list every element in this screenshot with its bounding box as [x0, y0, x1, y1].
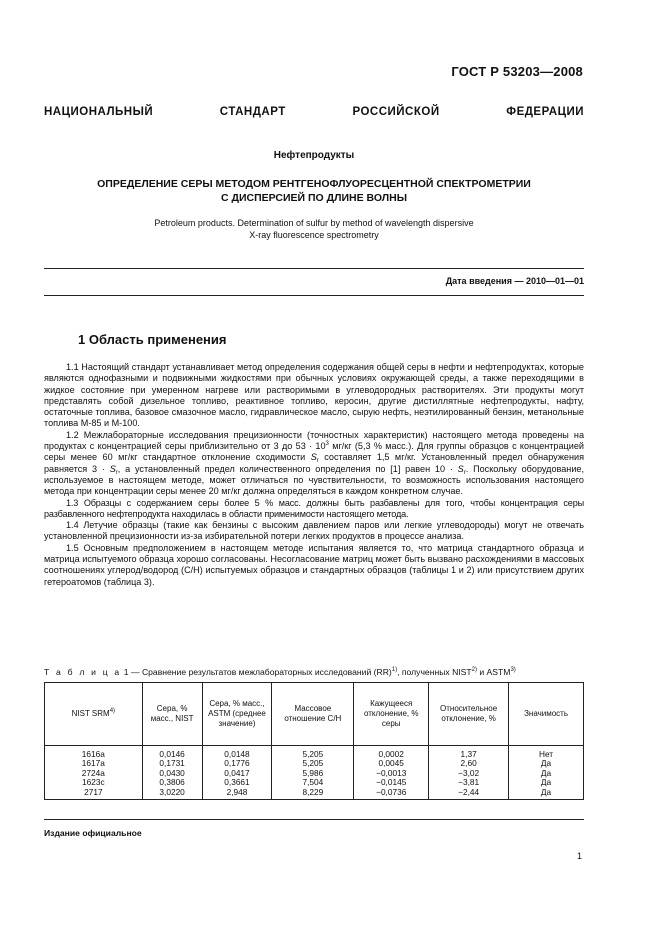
paragraph-1-2-text-b: мг/кг (5,3 % масс.). Для группы образцов с концентрацией серы менее 60 мг/кг стандартное отклонение сходимости [44, 441, 584, 463]
header-nist: Сера, % масс., NIST [142, 683, 202, 746]
cell-apparent-deviation: 0,0045 [354, 759, 429, 768]
cell-ch-ratio: 8,229 [272, 788, 354, 800]
footnote-mark: 2) [471, 667, 477, 673]
paragraph-1-2-text-a: 1.2 Межлабораторные исследования прецизионности (точностных характеристик) настоящего метода проведены на продуктах с концентрацией серы приблизительно от 3 до 53 · 10 [44, 429, 584, 452]
english-title-line-2: X-ray fluorescence spectrometry [249, 230, 379, 240]
header-srm-label: NIST SRM [71, 709, 110, 718]
introduction-date: Дата введения — 2010—01—01 [445, 276, 584, 286]
english-title [44, 217, 584, 241]
cell-nist: 3,0220 [142, 788, 202, 800]
standard-banner: НАЦИОНАЛЬНЫЙ СТАНДАРТ РОССИЙСКОЙ ФЕДЕРАЦИИ [44, 106, 584, 118]
document-title [44, 177, 584, 205]
cell-apparent-deviation: −0,0145 [354, 778, 429, 787]
footnote-mark: 3) [510, 667, 516, 673]
table-header-row [45, 683, 584, 746]
standard-code: ГОСТ Р 53203—2008 [451, 64, 583, 79]
subscript-r: r [463, 469, 466, 476]
paragraph-1-1: 1.1 Настоящий стандарт устанавливает метод определения содержания общей серы в нефти и нефтепродуктах, которые являются однофазными и подвижными жидкостями при обычных условиях окружающей среды, а также переходящими в жидкое состояние при умеренном нагреве или растворимыми в углеводородных растворителях. Эти продукты могут представлять собой дизельное топливо, реактивное топливо, керосин, другие дистиллятные нефтепродукты, нафту, остаточные топлива, базовое смазочное масло, гидравлическое масло, сырую нефть, неэтилированный бензин, метанольные топлива М-85 и М-100. [44, 362, 584, 429]
cell-relative-deviation: −3,02 [429, 769, 509, 778]
cell-apparent-deviation: −0,0013 [354, 769, 429, 778]
header-apparent-deviation: Кажущееся отклонение, % серы [354, 683, 429, 746]
cell-astm: 0,3661 [202, 778, 272, 787]
cell-nist: 0,0430 [142, 769, 202, 778]
header-astm: Сера, % масс., ASTM (среднее значение) [202, 683, 272, 746]
cell-ch-ratio: 5,986 [272, 769, 354, 778]
cell-srm: 2724a [45, 769, 143, 778]
header-srm [45, 683, 143, 746]
table-caption [44, 667, 584, 677]
table-row [45, 746, 584, 760]
cell-relative-deviation: 2,60 [429, 759, 509, 768]
cell-astm: 0,0417 [202, 769, 272, 778]
paragraph-1-2-text-e: . Поскольку оборудование, используемое в настоящем методе, может отличаться по чувствительности, то возможность использования настоящего метода при концентрации серы менее 20 мг/кг должна определяться в каждом конкретном случае. [44, 463, 584, 497]
footnote-mark: 4) [109, 708, 116, 714]
cell-srm: 1623c [45, 778, 143, 787]
footer-divider [44, 819, 584, 820]
caption-text-c: и ASTM [476, 667, 511, 677]
subscript-r: r [115, 469, 118, 476]
cell-astm: 2,948 [202, 788, 272, 800]
subscript-r: r [316, 458, 319, 465]
caption-text-a: 1 — Сравнение результатов межлабораторных исследований (RR) [121, 667, 392, 677]
cell-ch-ratio: 5,205 [272, 759, 354, 768]
header-relative-deviation: Относительное отклонение, % [429, 683, 509, 746]
cell-astm: 0,1776 [202, 759, 272, 768]
section-body [44, 362, 584, 588]
cell-relative-deviation: −3,81 [429, 778, 509, 787]
table-row [45, 788, 584, 800]
section-heading: 1 Область применения [78, 332, 227, 347]
english-title-line-1: Petroleum products. Determination of sulfur by method of wavelength dispersive [154, 218, 474, 228]
cell-astm: 0,0148 [202, 746, 272, 760]
cell-apparent-deviation: 0,0002 [354, 746, 429, 760]
cell-ch-ratio: 7,504 [272, 778, 354, 787]
cell-significance: Да [509, 788, 584, 800]
cell-nist: 0,1731 [142, 759, 202, 768]
cell-srm: 1617a [45, 759, 143, 768]
official-edition-label: Издание официальное [44, 828, 142, 838]
header-ch-ratio: Массовое отношение С/Н [272, 683, 354, 746]
cell-relative-deviation: −2,44 [429, 788, 509, 800]
symbol-s: S [457, 463, 464, 474]
paragraph-1-3: 1.3 Образцы с содержанием серы более 5 % масс. должны быть разбавлены для того, чтобы концентрация серы разбавленного нефтепродукта находилась в области применимости настоящего метода. [44, 497, 584, 519]
title-divider [44, 268, 584, 269]
cell-significance: Да [509, 759, 584, 768]
comparison-table [44, 682, 584, 800]
paragraph-1-2-text-d: , а установленный предел количественного определения по [1] равен 10 · [117, 463, 458, 474]
exponent: 3 [325, 441, 329, 448]
paragraph-1-4: 1.4 Летучие образцы (такие как бензины с высоким давлением паров или легкие углеводороды) могут не отвечать установленной прецизионности из-за избирательной потери легких продуктов в процессе анализа. [44, 520, 584, 542]
title-line-1: ОПРЕДЕЛЕНИЕ СЕРЫ МЕТОДОМ РЕНТГЕНОФЛУОРЕСЦЕНТНОЙ СПЕКТРОМЕТРИИ [97, 178, 531, 190]
paragraph-1-5: 1.5 Основным предположением в настоящем методе испытания является то, что матрица стандартного образца и матрица испытуемого образца хорошо согласованы. Несогласование матриц может быть вызвано расхождениями в массовых соотношениях углерод/водород (С/Н) испытуемых образцов и стандартных образцов (таблицы 1 и 2) или присутствием других гетероатомов (таблица 3). [44, 542, 584, 587]
cell-relative-deviation: 1,37 [429, 746, 509, 760]
cell-significance: Да [509, 778, 584, 787]
symbol-s: S [109, 463, 116, 474]
header-significance: Значимость [509, 683, 584, 746]
paragraph-1-2-text-c: составляет 1,5 мг/кг. Установленный предел обнаружения равняется 3 · [44, 452, 584, 474]
caption-text-b: , полученных NIST [397, 667, 472, 677]
cell-nist: 0,0146 [142, 746, 202, 760]
title-line-2: С ДИСПЕРСИЕЙ ПО ДЛИНЕ ВОЛНЫ [221, 192, 407, 204]
cell-srm: 2717 [45, 788, 143, 800]
cell-srm: 1616a [45, 746, 143, 760]
document-subject: Нефтепродукты [273, 150, 355, 161]
symbol-s: S [310, 452, 317, 463]
page-number: 1 [576, 851, 582, 861]
cell-significance: Да [509, 769, 584, 778]
cell-ch-ratio: 5,205 [272, 746, 354, 760]
cell-nist: 0,3806 [142, 778, 202, 787]
footnote-mark: 1) [391, 667, 398, 673]
paragraph-1-2 [44, 430, 584, 498]
table-label: Т а б л и ц а [44, 667, 122, 677]
cell-significance: Нет [509, 746, 584, 760]
date-divider [44, 295, 584, 296]
cell-apparent-deviation: −0,0736 [354, 788, 429, 800]
